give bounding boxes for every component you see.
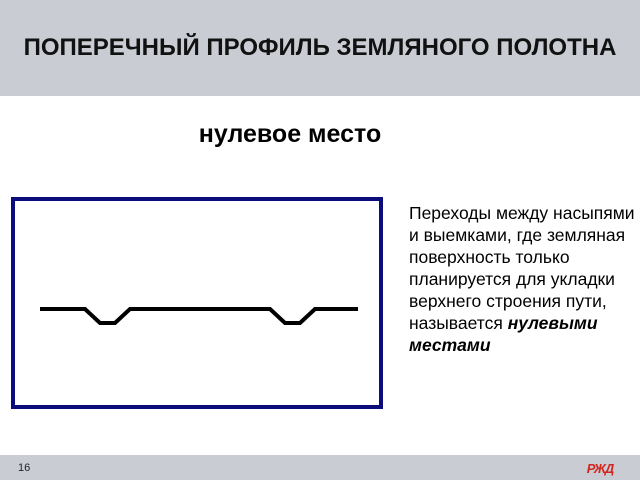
description-term: нулевыми местами (409, 313, 598, 355)
page-title: ПОПЕРЕЧНЫЙ ПРОФИЛЬ ЗЕМЛЯНОГО ПОЛОТНА (23, 34, 617, 61)
svg-text:РЖД: РЖД (586, 461, 614, 476)
profile-diagram-frame (11, 197, 383, 409)
description-body: Переходы между насыпями и выемками, где земляная поверхность только планируется для укладки верхнего строения пути, называется (409, 203, 635, 333)
description-text (409, 202, 637, 356)
page-number: 16 (18, 462, 31, 474)
header-bar (0, 0, 640, 96)
ground-profile-line (40, 309, 358, 323)
rzd-logo-icon (582, 458, 618, 478)
footer-bar (0, 455, 640, 480)
subtitle: нулевое место (198, 120, 382, 148)
profile-diagram (15, 201, 379, 405)
